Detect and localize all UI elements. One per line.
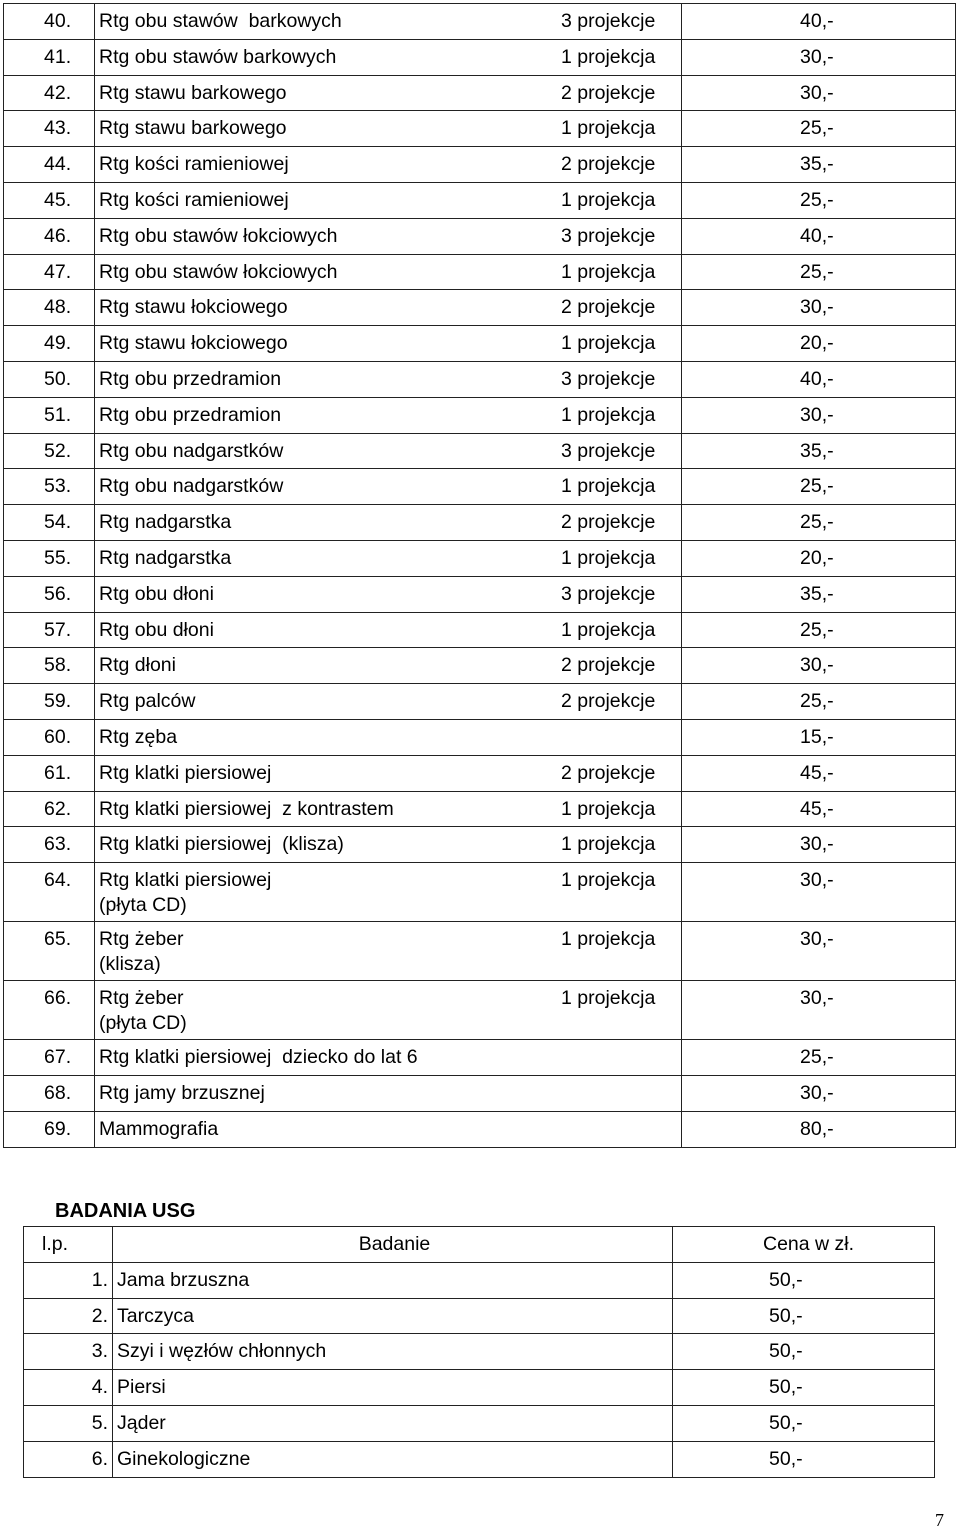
- exam-projections: 1 projekcja: [561, 117, 656, 140]
- table-row: [24, 1441, 935, 1477]
- usg-section-title: BADANIA USG: [55, 1200, 196, 1222]
- table-row: [4, 397, 956, 433]
- exam-description-cell: [95, 75, 682, 111]
- exam-name-detail: (płyta CD): [99, 894, 187, 917]
- exam-projections: 2 projekcje: [561, 654, 656, 677]
- exam-price: 40,-: [682, 361, 956, 397]
- usg-price-table: [23, 1226, 935, 1478]
- table-row: [4, 791, 956, 827]
- exam-projections: 1 projekcja: [561, 987, 656, 1010]
- table-row: [4, 863, 956, 922]
- exam-name: Rtg klatki piersiowej: [99, 869, 272, 892]
- exam-description-cell: [95, 39, 682, 75]
- exam-name-block: [99, 720, 561, 754]
- table-row: [4, 433, 956, 469]
- exam-price: 30,-: [682, 981, 956, 1040]
- exam-price: 30,-: [682, 863, 956, 922]
- table-row: [24, 1298, 935, 1334]
- exam-name-block: [99, 1076, 561, 1110]
- usg-exam-price: 50,-: [673, 1405, 935, 1441]
- exam-price: 30,-: [682, 290, 956, 326]
- table-row: [4, 1111, 956, 1147]
- exam-description-cell: [95, 1040, 682, 1076]
- table-row: [4, 254, 956, 290]
- exam-description-cell: [95, 981, 682, 1040]
- usg-exam-name: Piersi: [113, 1370, 673, 1406]
- row-number: 43.: [4, 111, 95, 147]
- exam-projections: 1 projekcja: [561, 618, 656, 641]
- exam-price: 30,-: [682, 75, 956, 111]
- exam-projections: 1 projekcja: [561, 332, 656, 355]
- exam-name-block: [99, 362, 561, 396]
- exam-description: [99, 147, 681, 181]
- exam-description: [99, 1040, 681, 1074]
- exam-projections: 2 projekcje: [561, 690, 656, 713]
- exam-description: [99, 219, 681, 253]
- row-number: 60.: [4, 719, 95, 755]
- exam-description: [99, 613, 681, 647]
- exam-name: Rtg kości ramieniowej: [99, 188, 289, 211]
- table-row: [24, 1334, 935, 1370]
- exam-description: [99, 927, 681, 977]
- exam-name-block: [99, 434, 561, 468]
- exam-price: 30,-: [682, 39, 956, 75]
- row-number: 46.: [4, 218, 95, 254]
- exam-name-block: [99, 684, 561, 718]
- exam-price: 40,-: [682, 4, 956, 40]
- row-number: 55.: [4, 540, 95, 576]
- exam-description: [99, 827, 681, 861]
- exam-description-cell: [95, 791, 682, 827]
- exam-price: 35,-: [682, 433, 956, 469]
- exam-projections: 2 projekcje: [561, 511, 656, 534]
- exam-description-cell: [95, 218, 682, 254]
- exam-description-cell: [95, 648, 682, 684]
- exam-price: 80,-: [682, 1111, 956, 1147]
- usg-exam-price: 50,-: [673, 1441, 935, 1477]
- table-row: [4, 755, 956, 791]
- exam-description: [99, 648, 681, 682]
- exam-name: Rtg jamy brzusznej: [99, 1081, 265, 1104]
- exam-name-block: [99, 219, 561, 253]
- exam-price: 25,-: [682, 684, 956, 720]
- table-row: [4, 922, 956, 981]
- exam-projections: [561, 1076, 681, 1110]
- exam-description: [99, 469, 681, 503]
- table-row: [4, 361, 956, 397]
- exam-description: [99, 4, 681, 38]
- exam-name-block: [99, 290, 561, 324]
- usg-exam-price: 50,-: [673, 1262, 935, 1298]
- exam-projections: 2 projekcje: [561, 81, 656, 104]
- exam-name-block: [99, 868, 561, 918]
- exam-name-block: [99, 927, 561, 977]
- exam-price: 30,-: [682, 397, 956, 433]
- usg-exam-name: Ginekologiczne: [113, 1441, 673, 1477]
- table-row: [4, 326, 956, 362]
- usg-table-body: [24, 1262, 935, 1477]
- exam-name: Rtg obu stawów łokciowych: [99, 224, 338, 247]
- usg-exam-name: Szyi i węzłów chłonnych: [113, 1334, 673, 1370]
- exam-description: [99, 183, 681, 217]
- exam-projections: 1 projekcja: [561, 403, 656, 426]
- row-number: 68.: [4, 1075, 95, 1111]
- usg-row-number: 5.: [24, 1405, 113, 1441]
- exam-description: [99, 684, 681, 718]
- row-number: 67.: [4, 1040, 95, 1076]
- exam-name-block: [99, 469, 561, 503]
- table-row: [4, 469, 956, 505]
- exam-description: [99, 541, 681, 575]
- exam-name: Rtg obu przedramion: [99, 403, 282, 426]
- row-number: 42.: [4, 75, 95, 111]
- exam-name: Rtg stawu barkowego: [99, 117, 287, 140]
- exam-projections: 2 projekcje: [561, 296, 656, 319]
- exam-projections: 3 projekcje: [561, 582, 656, 605]
- exam-description-cell: [95, 290, 682, 326]
- table-row: [24, 1262, 935, 1298]
- exam-projections: 1 projekcja: [561, 928, 656, 951]
- exam-name: Mammografia: [99, 1117, 219, 1140]
- table-row: [4, 1040, 956, 1076]
- exam-description: [99, 398, 681, 432]
- table-row: [4, 218, 956, 254]
- row-number: 56.: [4, 576, 95, 612]
- exam-description-cell: [95, 540, 682, 576]
- exam-name-block: [99, 76, 561, 110]
- exam-projections: [561, 720, 681, 754]
- exam-name-block: [99, 326, 561, 360]
- exam-price: 45,-: [682, 755, 956, 791]
- table-row: [4, 827, 956, 863]
- exam-name-block: [99, 1112, 561, 1146]
- exam-description-cell: [95, 827, 682, 863]
- exam-name-block: [99, 827, 561, 861]
- table-row: [4, 4, 956, 40]
- exam-name-block: [99, 183, 561, 217]
- exam-price: 45,-: [682, 791, 956, 827]
- usg-exam-price: 50,-: [673, 1298, 935, 1334]
- exam-name-block: [99, 1040, 561, 1074]
- exam-price: 30,-: [682, 827, 956, 863]
- usg-header-name: Badanie: [113, 1227, 673, 1263]
- usg-exam-name: Jąder: [113, 1405, 673, 1441]
- row-number: 52.: [4, 433, 95, 469]
- exam-price: 40,-: [682, 218, 956, 254]
- exam-price: 25,-: [682, 182, 956, 218]
- row-number: 49.: [4, 326, 95, 362]
- exam-name: Rtg obu przedramion: [99, 367, 282, 390]
- exam-projections: [561, 1040, 681, 1074]
- exam-description-cell: [95, 684, 682, 720]
- page-number: 7: [935, 1510, 944, 1530]
- row-number: 65.: [4, 922, 95, 981]
- exam-price: 25,-: [682, 1040, 956, 1076]
- row-number: 63.: [4, 827, 95, 863]
- exam-price: 25,-: [682, 469, 956, 505]
- exam-name-block: [99, 111, 561, 145]
- table-row: [4, 648, 956, 684]
- exam-name-block: [99, 4, 561, 38]
- exam-name: Rtg zęba: [99, 725, 178, 748]
- exam-description: [99, 986, 681, 1036]
- exam-name-block: [99, 40, 561, 74]
- exam-description: [99, 255, 681, 289]
- exam-projections: 1 projekcja: [561, 833, 656, 856]
- exam-name: Rtg stawu barkowego: [99, 81, 287, 104]
- exam-projections: 1 projekcja: [561, 546, 656, 569]
- table-row: [4, 719, 956, 755]
- exam-name: Rtg palców: [99, 690, 196, 713]
- exam-description: [99, 792, 681, 826]
- exam-description: [99, 111, 681, 145]
- row-number: 66.: [4, 981, 95, 1040]
- exam-name-block: [99, 541, 561, 575]
- table-row: [24, 1370, 935, 1406]
- row-number: 50.: [4, 361, 95, 397]
- exam-projections: 3 projekcje: [561, 10, 656, 32]
- exam-name: Rtg obu stawów barkowych: [99, 10, 342, 32]
- exam-description-cell: [95, 469, 682, 505]
- exam-description: [99, 720, 681, 754]
- exam-projections: 1 projekcja: [561, 869, 656, 892]
- row-number: 53.: [4, 469, 95, 505]
- exam-description: [99, 756, 681, 790]
- table-row: [4, 540, 956, 576]
- table-row: [4, 290, 956, 326]
- exam-name-detail: (klisza): [99, 953, 161, 976]
- xray-price-table: [3, 3, 956, 1148]
- exam-name: Rtg stawu łokciowego: [99, 296, 288, 319]
- exam-name-block: [99, 398, 561, 432]
- exam-description: [99, 326, 681, 360]
- exam-projections: 2 projekcje: [561, 761, 656, 784]
- usg-row-number: 1.: [24, 1262, 113, 1298]
- exam-name: Rtg obu nadgarstków: [99, 475, 284, 498]
- exam-projections: 1 projekcja: [561, 260, 656, 283]
- exam-name: Rtg stawu łokciowego: [99, 332, 288, 355]
- exam-name-detail: (płyta CD): [99, 1012, 187, 1035]
- exam-name-block: [99, 577, 561, 611]
- usg-header-row: [24, 1227, 935, 1263]
- exam-name: Rtg klatki piersiowej: [99, 761, 272, 784]
- table-row: [4, 1075, 956, 1111]
- exam-projections: 1 projekcja: [561, 45, 656, 68]
- exam-name: Rtg kości ramieniowej: [99, 153, 289, 176]
- exam-price: 25,-: [682, 505, 956, 541]
- table-row: [4, 182, 956, 218]
- exam-name-block: [99, 792, 561, 826]
- exam-name: Rtg klatki piersiowej dziecko do lat 6: [99, 1046, 418, 1069]
- usg-exam-price: 50,-: [673, 1370, 935, 1406]
- exam-description-cell: [95, 719, 682, 755]
- exam-name-block: [99, 505, 561, 539]
- exam-description-cell: [95, 1075, 682, 1111]
- exam-name: Rtg nadgarstka: [99, 546, 232, 569]
- exam-description-cell: [95, 863, 682, 922]
- exam-description: [99, 868, 681, 918]
- table-row: [4, 147, 956, 183]
- exam-description: [99, 505, 681, 539]
- exam-name: Rtg obu nadgarstków: [99, 439, 284, 462]
- row-number: 59.: [4, 684, 95, 720]
- exam-price: 25,-: [682, 254, 956, 290]
- exam-description-cell: [95, 505, 682, 541]
- exam-name: Rtg klatki piersiowej z kontrastem: [99, 797, 394, 820]
- exam-description-cell: [95, 1111, 682, 1147]
- row-number: 62.: [4, 791, 95, 827]
- usg-row-number: 2.: [24, 1298, 113, 1334]
- exam-projections: 3 projekcje: [561, 367, 656, 390]
- row-number: 58.: [4, 648, 95, 684]
- exam-description-cell: [95, 254, 682, 290]
- exam-name: Rtg nadgarstka: [99, 511, 232, 534]
- exam-description: [99, 40, 681, 74]
- exam-price: 35,-: [682, 576, 956, 612]
- table-row: [4, 612, 956, 648]
- exam-projections: 3 projekcje: [561, 224, 656, 247]
- exam-description: [99, 76, 681, 110]
- exam-price: 30,-: [682, 648, 956, 684]
- usg-header-lp: l.p.: [24, 1227, 113, 1263]
- exam-description: [99, 1112, 681, 1146]
- row-number: 40.: [4, 4, 95, 40]
- table-row: [24, 1405, 935, 1441]
- exam-name: Rtg obu stawów barkowych: [99, 45, 337, 68]
- row-number: 48.: [4, 290, 95, 326]
- table-row: [4, 39, 956, 75]
- exam-price: 35,-: [682, 147, 956, 183]
- exam-name-block: [99, 613, 561, 647]
- exam-name: Rtg żeber: [99, 928, 184, 951]
- exam-name: Rtg klatki piersiowej (klisza): [99, 833, 344, 856]
- exam-projections: [561, 1112, 681, 1146]
- exam-name: Rtg żeber: [99, 987, 184, 1010]
- row-number: 69.: [4, 1111, 95, 1147]
- table-row: [4, 75, 956, 111]
- exam-price: 20,-: [682, 326, 956, 362]
- exam-description: [99, 362, 681, 396]
- row-number: 44.: [4, 147, 95, 183]
- exam-description: [99, 1076, 681, 1110]
- exam-projections: 3 projekcje: [561, 439, 656, 462]
- table-row: [4, 981, 956, 1040]
- usg-exam-price: 50,-: [673, 1334, 935, 1370]
- table-row: [4, 684, 956, 720]
- exam-price: 20,-: [682, 540, 956, 576]
- row-number: 57.: [4, 612, 95, 648]
- exam-description-cell: [95, 576, 682, 612]
- exam-description-cell: [95, 397, 682, 433]
- row-number: 45.: [4, 182, 95, 218]
- exam-description-cell: [95, 326, 682, 362]
- exam-description-cell: [95, 361, 682, 397]
- exam-name-block: [99, 255, 561, 289]
- exam-description-cell: [95, 612, 682, 648]
- table-row: [4, 505, 956, 541]
- table-row: [4, 576, 956, 612]
- exam-description-cell: [95, 922, 682, 981]
- exam-price: 30,-: [682, 1075, 956, 1111]
- exam-projections: 1 projekcja: [561, 797, 656, 820]
- exam-projections: 2 projekcje: [561, 153, 656, 176]
- exam-name: Rtg obu dłoni: [99, 582, 214, 605]
- exam-description: [99, 434, 681, 468]
- exam-name: Rtg obu stawów łokciowych: [99, 260, 338, 283]
- exam-price: 30,-: [682, 922, 956, 981]
- row-number: 41.: [4, 39, 95, 75]
- exam-description: [99, 577, 681, 611]
- exam-description-cell: [95, 111, 682, 147]
- row-number: 64.: [4, 863, 95, 922]
- row-number: 61.: [4, 755, 95, 791]
- exam-name-block: [99, 756, 561, 790]
- exam-description-cell: [95, 755, 682, 791]
- row-number: 51.: [4, 397, 95, 433]
- exam-description-cell: [95, 4, 682, 40]
- exam-name-block: [99, 986, 561, 1036]
- row-number: 47.: [4, 254, 95, 290]
- usg-row-number: 6.: [24, 1441, 113, 1477]
- row-number: 54.: [4, 505, 95, 541]
- exam-price: 25,-: [682, 111, 956, 147]
- exam-projections: 1 projekcja: [561, 475, 656, 498]
- usg-row-number: 3.: [24, 1334, 113, 1370]
- xray-table-body: [4, 4, 956, 1148]
- usg-exam-name: Tarczyca: [113, 1298, 673, 1334]
- exam-name: Rtg dłoni: [99, 654, 176, 677]
- usg-row-number: 4.: [24, 1370, 113, 1406]
- exam-name: Rtg obu dłoni: [99, 618, 214, 641]
- table-row: [4, 111, 956, 147]
- usg-header-price: Cena w zł.: [673, 1227, 935, 1263]
- exam-price: 25,-: [682, 612, 956, 648]
- exam-projections: 1 projekcja: [561, 188, 656, 211]
- exam-description-cell: [95, 147, 682, 183]
- exam-description-cell: [95, 433, 682, 469]
- exam-description-cell: [95, 182, 682, 218]
- usg-exam-name: Jama brzuszna: [113, 1262, 673, 1298]
- exam-name-block: [99, 648, 561, 682]
- exam-name-block: [99, 147, 561, 181]
- exam-description: [99, 290, 681, 324]
- exam-price: 15,-: [682, 719, 956, 755]
